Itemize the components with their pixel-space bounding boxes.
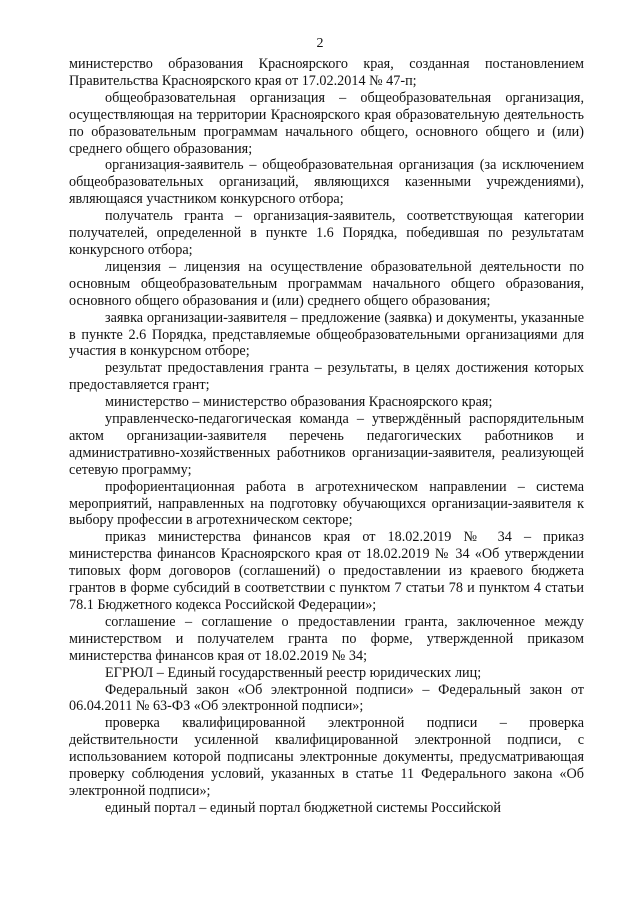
paragraph: получатель гранта – организация-заявитель, соответствующая категории получателей, определенной в пункте 1.6 Порядка, победившая по результатам конкурсного отбора; [69,208,584,258]
paragraph: результат предоставления гранта – результаты, в целях достижения которых предоставляется грант; [69,360,584,394]
paragraph: организация-заявитель – общеобразовательная организация (за исключением общеобразовательных организаций, являющихся казенными учреждениями), являющаяся участником конкурсного отбора; [69,157,584,208]
paragraph: лицензия – лицензия на осуществление образовательной деятельности по основным общеобразовательным программам начального общего образования, основного общего образования и (или) среднего общего образования; [69,258,584,309]
paragraph: министерство образования Красноярского края, созданная постановлением Правительства Красноярского края от 17.02.2014 № 47-п; [69,56,584,89]
paragraph: Федеральный закон «Об электронной подписи» – Федеральный закон от 06.04.2011 № 63-ФЗ «Об электронной подписи»; [69,681,584,715]
document-body [69,56,584,817]
paragraph: заявка организации-заявителя – предложение (заявка) и документы, указанные в пункте 2.6 Порядка, представляемые общеобразовательными организациями для участия в конкурсном отборе; [69,309,584,360]
paragraph: общеобразовательная организация – общеобразовательная организация, осуществляющая на территории Красноярского края образовательную деятельность по образовательным программам начального общего, основного общего и (или) среднего общего образования; [69,89,584,157]
page-number: 2 [316,36,324,51]
paragraph: приказ министерства финансов края от 18.02.2019 № 34 – приказ министерства финансов Красноярского края от 18.02.2019 № 34 «Об утверждении типовых форм договоров (соглашений) о предоставлении из краевого бюджета грантов в форме субсидий в соответствии с пунктом 7 статьи 78 и пунктом 4 статьи 78.1 Бюджетного кодекса Российской Федерации»; [69,529,584,613]
paragraph: единый портал – единый портал бюджетной системы Российской [105,799,501,816]
paragraph: проверка квалифицированной электронной подписи – проверка действительности усиленной квалифицированной электронной подписи, с использованием которой подписаны электронные документы, предусматривающая проверку соблюдения условий, указанных в статье 11 Федерального закона «Об электронной подписи»; [69,715,584,799]
paragraph: профориентационная работа в агротехническом направлении – система мероприятий, направленных на подготовку обучающихся организации-заявителя к выбору профессии в агротехническом секторе; [69,478,584,529]
paragraph: соглашение – соглашение о предоставлении гранта, заключенное между министерством и получателем гранта по форме, утвержденной приказом министерства финансов края от 18.02.2019 № 34; [69,613,584,664]
paragraph: министерство – министерство образования Красноярского края; [105,394,493,411]
paragraph: управленческо-педагогическая команда – утверждённый распорядительным актом организации-заявителя перечень педагогических работников и административно-хозяйственных работников организации-заявителя, реализующей сетевую программу; [69,411,584,478]
paragraph: ЕГРЮЛ – Единый государственный реестр юридических лиц; [105,664,482,681]
